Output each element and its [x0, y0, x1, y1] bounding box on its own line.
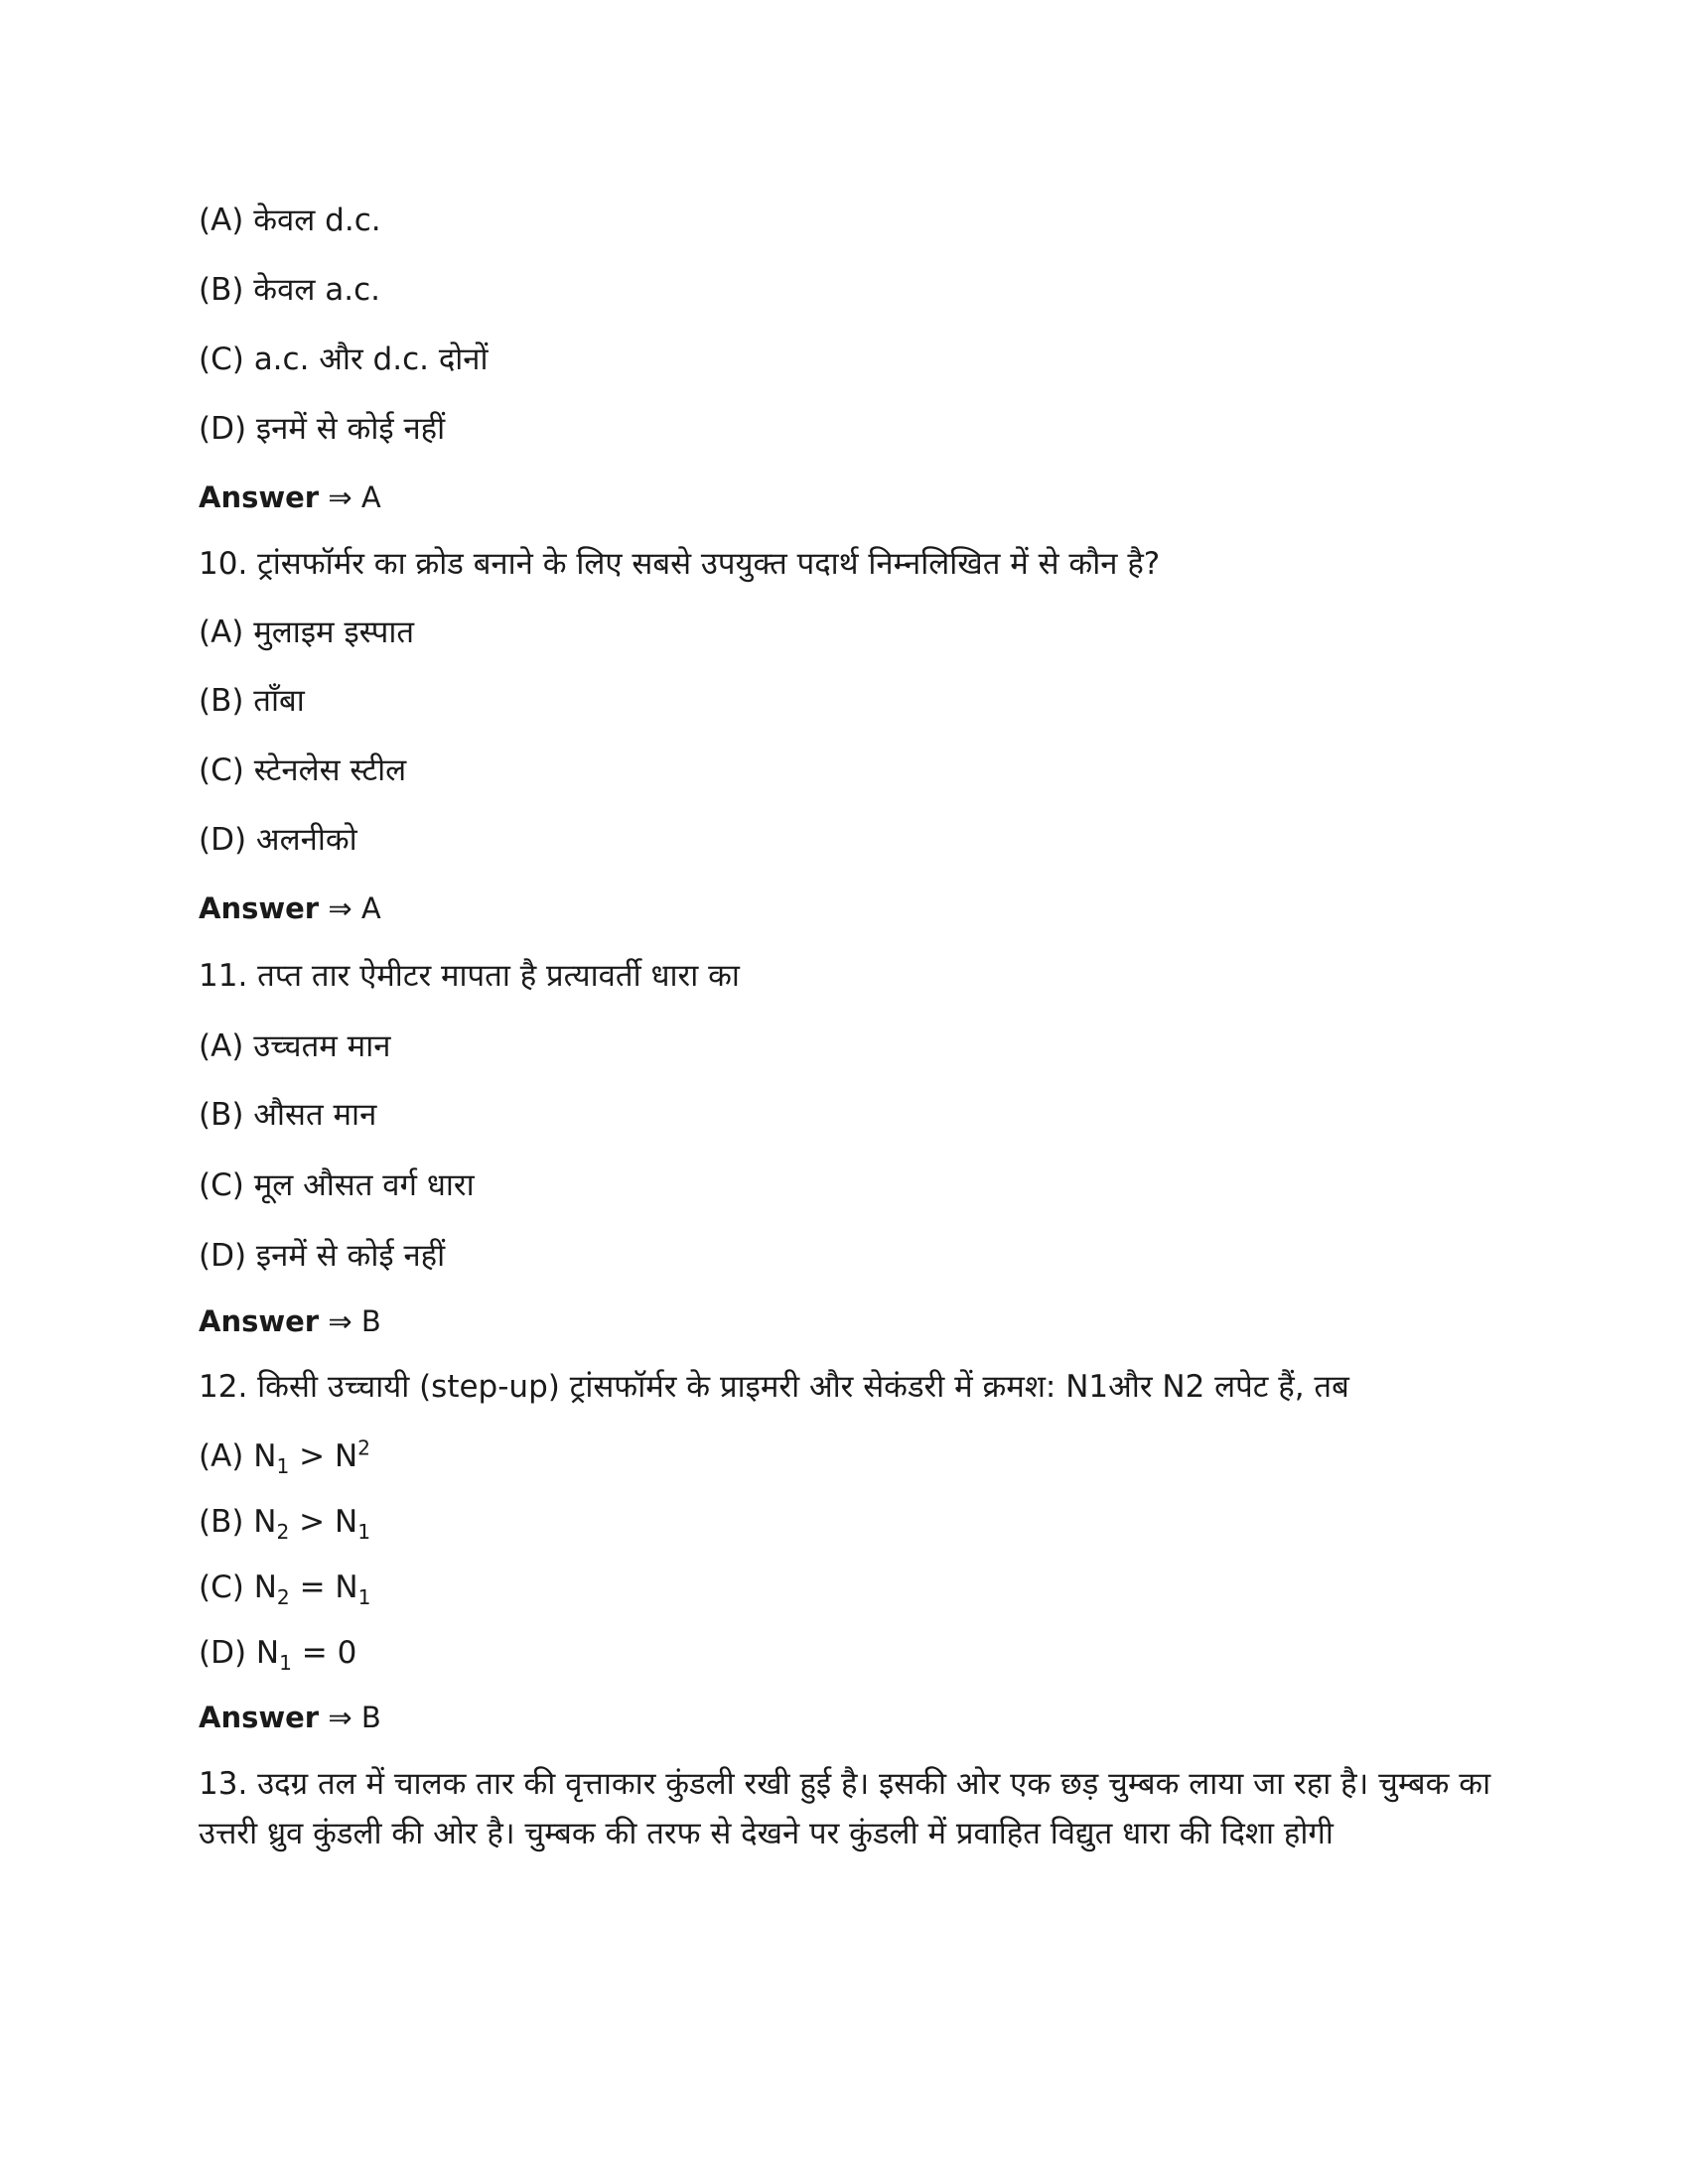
option-prefix: (C) N — [199, 1570, 277, 1605]
q11-option-a: (A) उच्चतम मान — [199, 1028, 391, 1064]
q9-option-a: (A) केवल d.c. — [199, 203, 381, 238]
subscript: 1 — [276, 1454, 290, 1479]
superscript: 2 — [357, 1435, 370, 1460]
q9-option-b: (B) केवल a.c. — [199, 272, 380, 308]
subscript: 1 — [279, 1651, 292, 1676]
q10-option-d: (D) अलनीको — [199, 822, 357, 858]
q11-option-b: (B) औसत मान — [199, 1097, 377, 1133]
subscript: 1 — [357, 1585, 371, 1610]
answer-value: ⇒ B — [328, 1701, 381, 1734]
q11-answer — [199, 1301, 381, 1341]
q10-question: 10. ट्रांसफॉर्मर का क्रोड बनाने के लिए सबसे उपयुक्त पदार्थ निम्नलिखित में से कौन है? — [199, 546, 1161, 582]
subscript: 1 — [357, 1520, 371, 1545]
option-relation: = 0 — [291, 1635, 357, 1671]
q11-option-c: (C) मूल औसत वर्ग धारा — [199, 1167, 475, 1203]
option-relation: > N — [289, 1438, 358, 1474]
option-relation: = N — [289, 1570, 358, 1605]
answer-label: Answer — [199, 480, 320, 514]
q12-option-b — [199, 1502, 371, 1545]
option-prefix: (B) N — [199, 1504, 277, 1540]
q10-option-c: (C) स्टेनलेस स्टील — [199, 752, 407, 788]
q9-option-c: (C) a.c. और d.c. दोनों — [199, 341, 489, 377]
option-relation: > N — [289, 1504, 358, 1540]
q11-question: 11. तप्त तार ऐमीटर मापता है प्रत्यावर्ती धारा का — [199, 958, 740, 994]
subscript: 2 — [276, 1520, 290, 1545]
option-prefix: (D) N — [199, 1635, 280, 1671]
answer-value: ⇒ A — [328, 480, 381, 514]
q12-option-c — [199, 1568, 371, 1610]
q10-answer — [199, 888, 381, 928]
subscript: 2 — [276, 1585, 290, 1610]
q13-question: 13. उदग्र तल में चालक तार की वृत्ताकार कुंडली रखी हुई है। इसकी ओर एक छड़ चुम्बक लाया जा रहा है। चुम्बक का उत्तरी ध्रुव कुंडली की ओर है। चुम्बक की तरफ से देखने पर कुंडली में प्रवाहित विद्युत धारा की दिशा होगी — [199, 1766, 1491, 1851]
q12-option-a — [199, 1435, 370, 1479]
q12-answer — [199, 1698, 381, 1737]
q12-option-d — [199, 1633, 357, 1676]
q9-option-d: (D) इनमें से कोई नहीं — [199, 411, 446, 447]
option-prefix: (A) N — [199, 1438, 277, 1474]
answer-value: ⇒ B — [328, 1304, 381, 1338]
answer-label: Answer — [199, 1701, 320, 1734]
q11-option-d: (D) इनमें से कोई नहीं — [199, 1238, 446, 1274]
q10-option-a: (A) मुलाइम इस्पात — [199, 614, 415, 650]
q10-option-b: (B) ताँबा — [199, 683, 305, 719]
answer-label: Answer — [199, 1304, 320, 1338]
answer-label: Answer — [199, 891, 320, 925]
q9-answer — [199, 478, 381, 517]
q12-question: 12. किसी उच्चायी (step-up) ट्रांसफॉर्मर के प्राइमरी और सेकंडरी में क्रमश: N1और N2 लपेट हैं, तब — [199, 1369, 1349, 1405]
answer-value: ⇒ A — [328, 891, 381, 925]
